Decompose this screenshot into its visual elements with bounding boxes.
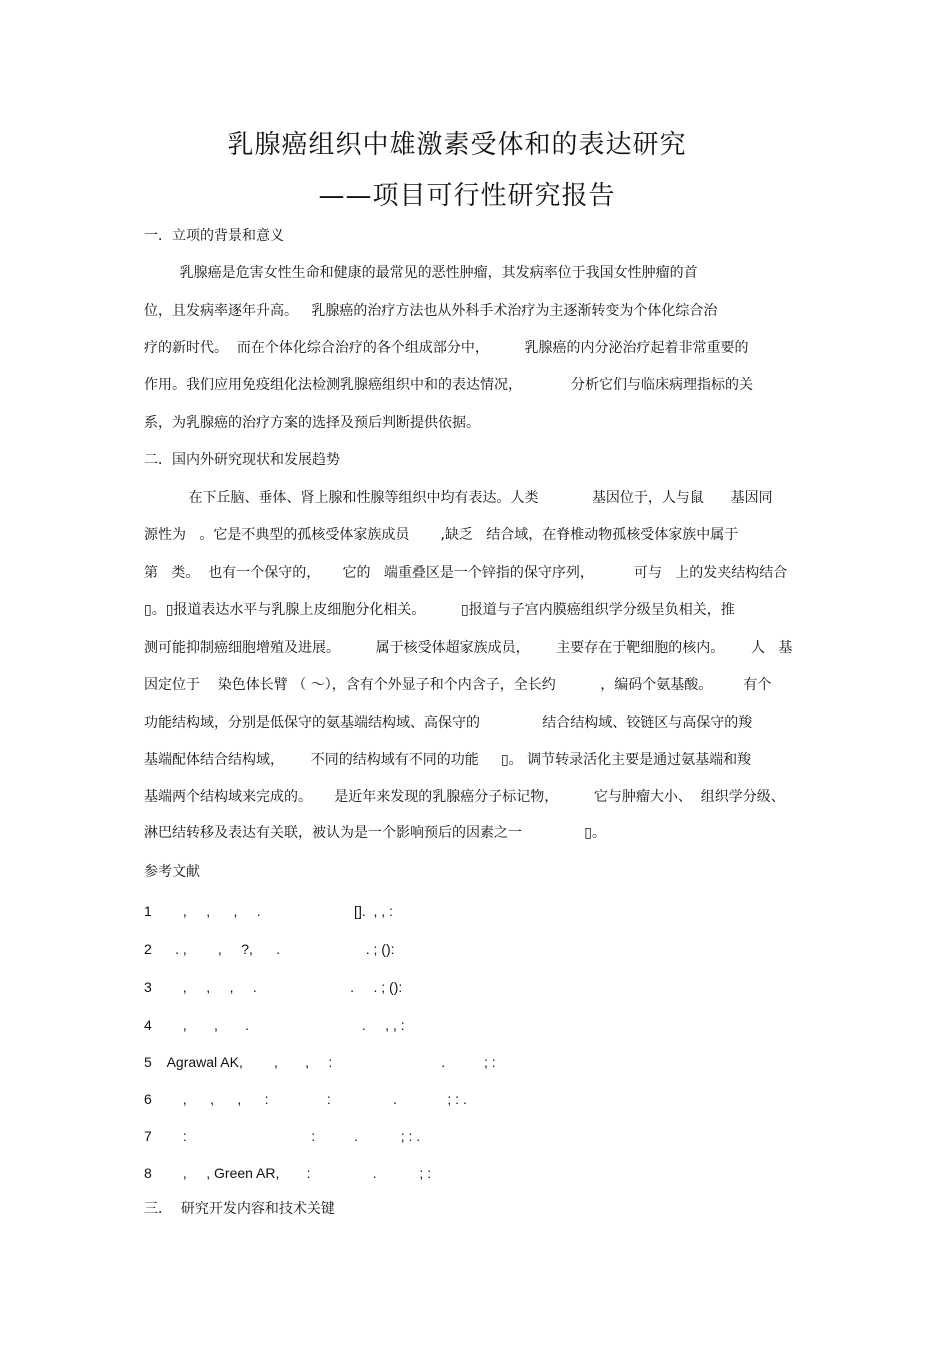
section3-heading: 三． 研究开发内容和技术关键 (144, 1201, 335, 1217)
paragraph-line: 测可能抑制癌细胞增殖及进展。 属于核受体超家族成员， 主要存在于靶细胞的核内。 人 基 (144, 640, 793, 656)
paragraph-line: 疗的新时代。 而在个体化综合治疗的各个组成部分中， 乳腺癌的内分泌治疗起着非常重要的 (144, 340, 749, 356)
paragraph-line: 功能结构域，分别是低保守的氨基端结构域、高保守的 结合结构域、铰链区与高保守的羧 (144, 715, 753, 731)
reference-item: 8 , , Green AR, : . ; : (144, 1165, 432, 1181)
reference-item: 3 , , , . . . ; (): (144, 979, 403, 995)
paragraph-line: 乳腺癌是危害女性生命和健康的最常见的恶性肿瘤，其发病率位于我国女性肿瘤的首 (144, 265, 698, 281)
section2-heading: 二．国内外研究现状和发展趋势 (144, 452, 340, 468)
paragraph-line: 系，为乳腺癌的治疗方案的选择及预后判断提供依据。 (144, 415, 480, 431)
reference-item: 5 Agrawal AK, , , : . ; : (144, 1054, 496, 1070)
paragraph-line: 淋巴结转移及表达有关联，被认为是一个影响预后的因素之一 ▯。 (144, 825, 607, 841)
paragraph-line: 源性为 。它是不典型的孤核受体家族成员 ,缺乏 结合域，在脊椎动物孤核受体家族中属于 (144, 527, 739, 543)
document-subtitle: ——项目可行性研究报告 (318, 181, 616, 211)
references-heading: 参考文献 (144, 864, 200, 880)
paragraph-line: 基端两个结构域来完成的。 是近年来发现的乳腺癌分子标记物， 它与肿瘤大小、 组织学分级、 (144, 789, 785, 805)
paragraph-line: 在下丘脑、垂体、肾上腺和性腺等组织中均有表达。人类 基因位于，人与鼠 基因同 (144, 490, 773, 506)
paragraph-line: 第 类。 也有一个保守的， 它的 端重叠区是一个锌指的保守序列， 可与 上的发夹结构结合 (144, 565, 788, 581)
paragraph-line: 因定位于 染色体长臂 （ ～），含有个外显子和个内含子，全长约 ，编码个氨基酸。 有个 (144, 677, 772, 693)
reference-item: 4 , , . . , , : (144, 1017, 405, 1033)
paragraph-line: ▯。▯报道表达水平与乳腺上皮细胞分化相关。 ▯报道与子宫内膜癌组织学分级呈负相关，推 (144, 602, 735, 618)
paragraph-line: 位，且发病率逐年升高。 乳腺癌的治疗方法也从外科手术治疗为主逐渐转变为个体化综合治 (144, 303, 718, 319)
paragraph-line: 基端配体结合结构域， 不同的结构域有不同的功能 ▯。 调节转录活化主要是通过氨基端和羧 (144, 752, 752, 768)
reference-item: 1 , , , . []. , , : (144, 903, 393, 919)
section1-heading: 一．立项的背景和意义 (144, 228, 284, 244)
reference-item: 2 . , , ?, . . ; (): (144, 941, 395, 957)
reference-item: 7 : : . ; : . (144, 1128, 421, 1144)
document-title: 乳腺癌组织中雄激素受体和的表达研究 (227, 130, 687, 160)
paragraph-line: 作用。我们应用免疫组化法检测乳腺癌组织中和的表达情况， 分析它们与临床病理指标的关 (144, 377, 753, 393)
reference-item: 6 , , , : : . ; : . (144, 1091, 467, 1107)
